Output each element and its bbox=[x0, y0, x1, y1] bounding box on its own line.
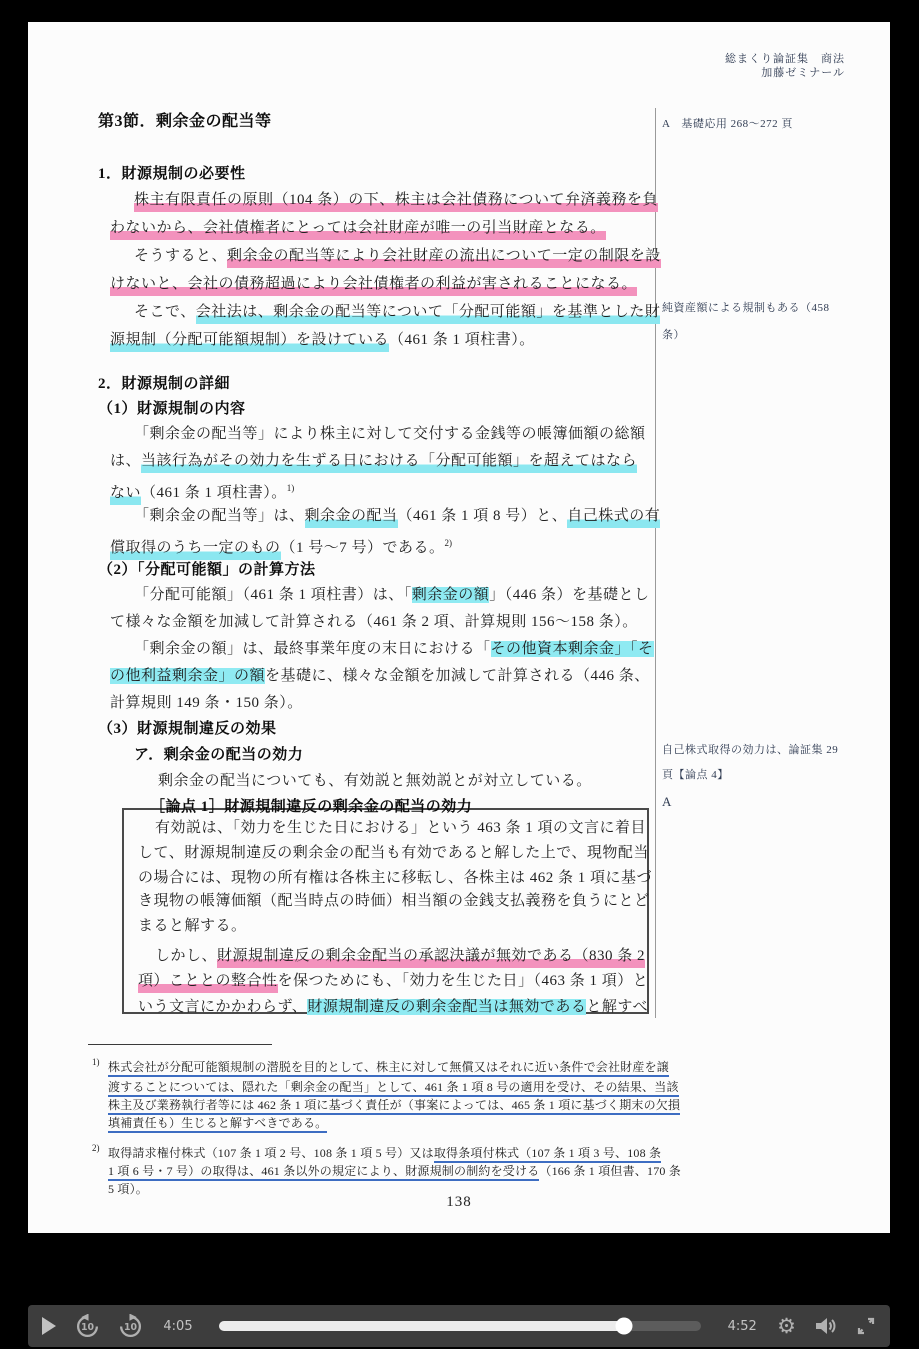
margin-note-rank-top: A 基礎応用 268～272 頁 bbox=[662, 118, 793, 130]
doc-line: しかし、財源規制違反の剰余金配当の承認決議が無効である（830 条 2 bbox=[155, 946, 645, 966]
doc-line: 源規制（分配可能額規制）を設けている（461 条 1 項柱書）。 bbox=[110, 330, 535, 350]
page-number: 138 bbox=[446, 1194, 472, 1210]
volume-button[interactable] bbox=[814, 1315, 838, 1337]
doc-line: そこで、会社法は、剰余金の配当等について「分配可能額」を基準とした財 bbox=[134, 302, 660, 322]
heading-2-3: （3）財源規制違反の効果 bbox=[98, 721, 277, 737]
svg-text:10: 10 bbox=[123, 1321, 138, 1333]
doc-line: の他利益剰余金」の額を基礎に、様々な金額を加減して計算される（446 条、 bbox=[110, 668, 650, 684]
doc-line: まると解する。 bbox=[138, 918, 247, 934]
doc-line: き現物の帳簿価額（配当時点の時価）相当額の金銭支払義務を負うにとど bbox=[138, 893, 650, 909]
doc-line: いう文言にかかわらず、財源規制違反の剰余金配当は無効であると解すべ bbox=[138, 999, 649, 1015]
heading-2: 2．財源規制の詳細 bbox=[98, 376, 231, 392]
section-title: 第3節．剰余金の配当等 bbox=[98, 113, 272, 130]
doc-line: 「分配可能額」（461 条 1 項柱書）は、「剰余金の額」（446 条）を基礎とし bbox=[134, 587, 650, 603]
heading-2-1: （1）財源規制の内容 bbox=[98, 401, 246, 417]
heading-2-2: （2）「分配可能額」の計算方法 bbox=[98, 562, 316, 578]
progress-fill bbox=[219, 1321, 624, 1331]
footnote-line: 株主及び業務執行者等には 462 条 1 項に基づく責任が（事案によっては、465 条 1 項に基づく期末の欠損 bbox=[108, 1095, 680, 1115]
footnote-line: 5 項）。 bbox=[108, 1182, 149, 1196]
forward-10-icon bbox=[118, 1314, 143, 1339]
doc-line: 計算規則 149 条・150 条）。 bbox=[110, 695, 303, 711]
header-series-title: 総まくり論証集 商法 bbox=[725, 53, 845, 65]
rewind-10-icon bbox=[75, 1314, 100, 1339]
doc-line: けないと、会社の債務超過により会社債権者の利益が害されることになる。 bbox=[110, 274, 637, 294]
forward-10-button[interactable] bbox=[118, 1314, 143, 1339]
total-duration: 4:52 bbox=[727, 1318, 757, 1334]
doc-line: 項）こととの整合性を保つためにも、「効力を生じた日」（463 条 1 項）と bbox=[138, 971, 648, 991]
footnote-marker: 1) bbox=[92, 1057, 100, 1067]
progress-bar[interactable] bbox=[219, 1321, 701, 1331]
rewind-10-button[interactable] bbox=[75, 1314, 100, 1339]
document-header bbox=[725, 52, 845, 80]
heading-1: 1．財源規制の必要性 bbox=[98, 166, 246, 182]
play-button[interactable] bbox=[42, 1317, 57, 1335]
footnote-line: 1 項 6 号・7 号）の取得は、461 条以外の規定により、財源規制の制約を受ける（166 条 1 項但書、170 条 bbox=[108, 1161, 681, 1181]
progress-handle[interactable] bbox=[616, 1318, 633, 1335]
doc-line: して、財源規制違反の剰余金の配当も有効であると解した上で、現物配当 bbox=[138, 845, 649, 861]
video-controls-bar bbox=[28, 1305, 890, 1347]
doc-line: わないから、会社債権者にとっては会社財産が唯一の引当財産となる。 bbox=[110, 218, 606, 238]
footnote-separator-line bbox=[88, 1044, 272, 1045]
footnote-line: 株式会社が分配可能額規制の潜脱を目的として、株主に対して無償又はそれに近い条件で会社財産を譲 bbox=[108, 1057, 669, 1077]
heading-a: ア．剰余金の配当の効力 bbox=[134, 747, 304, 763]
footnote-marker: 2) bbox=[92, 1143, 100, 1153]
footnote-line: 填補責任も）生じると解すべきである。 bbox=[108, 1113, 327, 1133]
doc-line: の場合には、現物の所有権は各株主に移転し、各株主は 462 条 1 項に基づ bbox=[138, 870, 653, 886]
fullscreen-corners-icon bbox=[856, 1316, 876, 1336]
doc-line: 「剰余金の配当等」により株主に対して交付する金銭等の帳簿価額の総額 bbox=[134, 426, 646, 442]
margin-note: 純資産額による規制もある（458 bbox=[662, 302, 830, 314]
doc-line: ない（461 条 1 項柱書）。$^{1)}$ bbox=[110, 478, 294, 503]
speaker-icon bbox=[814, 1315, 838, 1337]
doc-line: て様々な金額を加減して計算される（461 条 2 項、計算規則 156～158 条）。 bbox=[110, 614, 638, 630]
footnote-line: 取得請求権付株式（107 条 1 項 2 号、108 条 1 項 5 号）又は取得条項付株式（107 条 1 項 3 号、108 条 bbox=[108, 1143, 661, 1163]
doc-line: 株主有限責任の原則（104 条）の下、株主は会社債務について弁済義務を負 bbox=[134, 190, 658, 210]
gear-icon: ⚙ bbox=[777, 1313, 796, 1338]
doc-line: 剰余金の配当についても、有効説と無効説とが対立している。 bbox=[158, 773, 592, 789]
margin-note: 頁【論点 4】 bbox=[662, 769, 729, 781]
play-icon bbox=[42, 1317, 57, 1335]
footnote-line: 渡することについては、隠れた「剰余金の配当」として、461 条 1 項 8 号の適用を受け、その結果、当該 bbox=[108, 1077, 679, 1097]
doc-line: 「剰余金の配当等」は、剰余金の配当（461 条 1 項 8 号）と、自己株式の有 bbox=[134, 506, 660, 526]
margin-note: 条） bbox=[662, 329, 685, 341]
svg-text:10: 10 bbox=[80, 1321, 95, 1333]
document-page bbox=[28, 22, 890, 1233]
settings-button[interactable] bbox=[777, 1313, 796, 1338]
ronten-heading: ［論点 1］財源規制違反の剰余金の配当の効力 bbox=[150, 799, 473, 815]
current-time: 4:05 bbox=[163, 1318, 193, 1334]
margin-divider-line bbox=[655, 108, 656, 1018]
margin-note: 自己株式取得の効力は、論証集 29 bbox=[662, 744, 839, 756]
header-school-name: 加藤ゼミナール bbox=[761, 67, 845, 79]
doc-line: そうすると、剰余金の配当等により会社財産の流出について一定の制限を設 bbox=[134, 246, 661, 266]
margin-note-rank: A bbox=[662, 794, 672, 809]
fullscreen-button[interactable] bbox=[856, 1316, 876, 1336]
doc-line: は、当該行為がその効力を生ずる日における「分配可能額」を超えてはなら bbox=[110, 451, 637, 471]
doc-line: 有効説は、「効力を生じた日における」という 463 条 1 項の文言に着目 bbox=[155, 820, 647, 836]
doc-line: 償取得のうち一定のもの（1 号～7 号）である。$^{2)}$ bbox=[110, 533, 452, 558]
doc-line: 「剰余金の額」は、最終事業年度の末日における「その他資本剰余金」「そ bbox=[134, 641, 654, 657]
